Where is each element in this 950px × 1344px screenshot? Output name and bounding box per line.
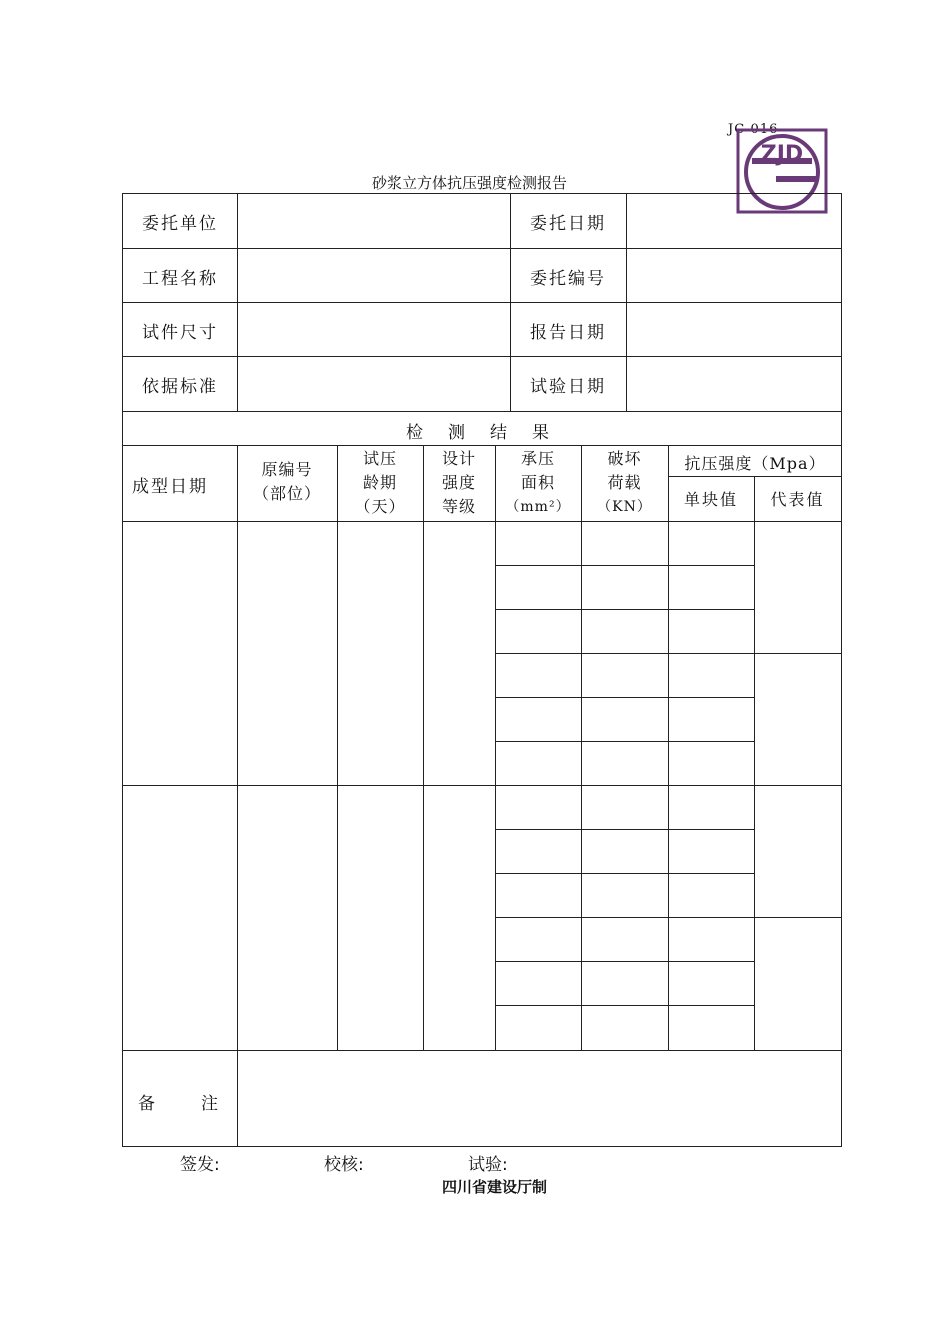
col-design-grade: 设计 强度 等级 [441, 449, 476, 516]
report-title: 砂浆立方体抗压强度检测报告 [372, 174, 568, 192]
label-specimen-size: 试件尺寸 [142, 323, 218, 343]
label-entrust-number: 委托编号 [530, 269, 606, 289]
logo-text: ZJD [760, 142, 804, 167]
col-single-value: 单块值 [683, 490, 738, 509]
issue-label: 签发: [180, 1155, 220, 1175]
col-representative-value: 代表值 [770, 490, 825, 509]
test-label: 试验: [468, 1155, 508, 1175]
zjd-logo [736, 128, 828, 214]
label-standard: 依据标准 [142, 377, 218, 397]
label-entrust-date: 委托日期 [530, 214, 606, 234]
check-label: 校核: [324, 1155, 364, 1175]
col-compressive-strength: 抗压强度（Mpa） [684, 454, 826, 473]
label-report-date: 报告日期 [530, 323, 606, 343]
label-project-name: 工程名称 [142, 269, 218, 289]
col-bearing-area: 承压 面积 （mm²） [505, 449, 571, 515]
label-test-date: 试验日期 [530, 377, 606, 397]
form-code: JC-016 [728, 122, 779, 137]
col-original-number: 原编号 （部位） [252, 460, 321, 503]
results-section-title: 检 测 结 果 [406, 423, 553, 443]
issuing-department: 四川省建设厅制 [442, 1178, 548, 1196]
label-entrusting-unit: 委托单位 [142, 214, 218, 234]
col-failure-load: 破坏 荷载 （KN） [597, 449, 652, 515]
remarks-label: 备 注 [138, 1094, 222, 1114]
col-molding-date: 成型日期 [132, 477, 208, 497]
col-test-age: 试压 龄期 （天） [354, 449, 406, 516]
